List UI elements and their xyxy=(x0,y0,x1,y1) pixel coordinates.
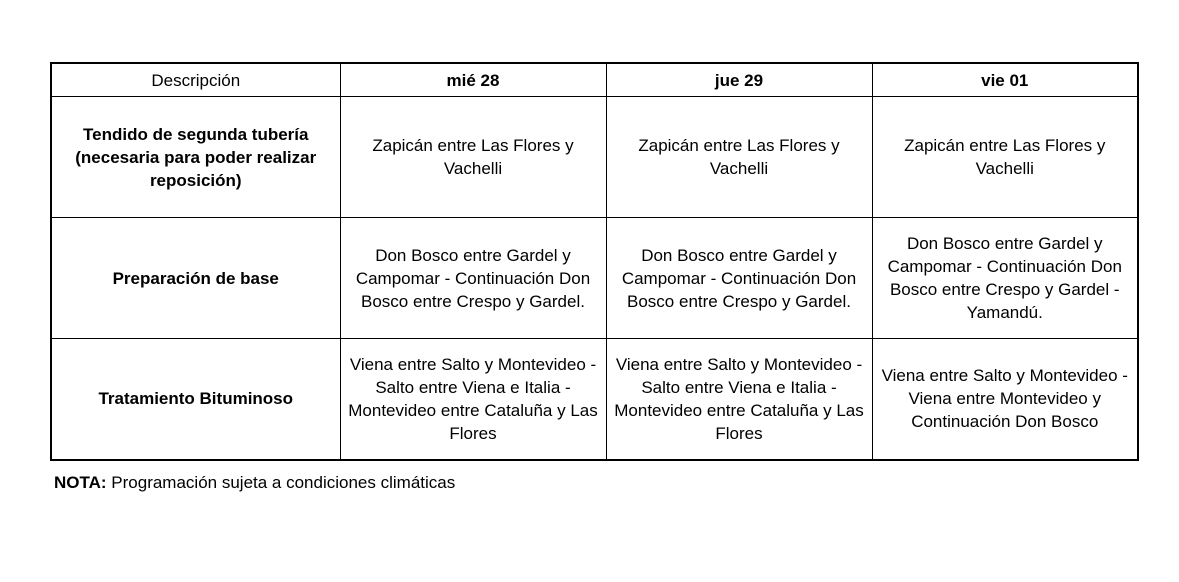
table-cell: Viena entre Salto y Montevideo - Salto entre Viena e Italia - Montevideo entre Cataluña y Las Flores xyxy=(606,339,872,460)
footnote xyxy=(54,472,455,494)
table-row xyxy=(51,339,1138,460)
table-body xyxy=(51,97,1138,460)
table-header xyxy=(51,63,1138,97)
table-cell: Zapicán entre Las Flores y Vachelli xyxy=(606,97,872,218)
footnote-text: Programación sujeta a condiciones climáticas xyxy=(106,473,456,492)
footnote-label: NOTA: xyxy=(54,473,107,492)
table-row xyxy=(51,97,1138,218)
header-description: Descripción xyxy=(51,63,340,97)
table-row xyxy=(51,218,1138,339)
table-cell: Don Bosco entre Gardel y Campomar - Continuación Don Bosco entre Crespo y Gardel - Yamandú. xyxy=(872,218,1138,339)
table-cell: Zapicán entre Las Flores y Vachelli xyxy=(340,97,606,218)
schedule-table xyxy=(50,62,1139,461)
header-day-3: vie 01 xyxy=(872,63,1138,97)
table-cell: Don Bosco entre Gardel y Campomar - Continuación Don Bosco entre Crespo y Gardel. xyxy=(606,218,872,339)
row-activity: Preparación de base xyxy=(51,218,340,339)
header-day-2: jue 29 xyxy=(606,63,872,97)
row-activity: Tendido de segunda tubería (necesaria para poder realizar reposición) xyxy=(51,97,340,218)
header-day-1: mié 28 xyxy=(340,63,606,97)
table-cell: Viena entre Salto y Montevideo - Salto entre Viena e Italia - Montevideo entre Cataluña y Las Flores xyxy=(340,339,606,460)
table-cell: Don Bosco entre Gardel y Campomar - Continuación Don Bosco entre Crespo y Gardel. xyxy=(340,218,606,339)
row-activity: Tratamiento Bituminoso xyxy=(51,339,340,460)
table-cell: Viena entre Salto y Montevideo - Viena entre Montevideo y Continuación Don Bosco xyxy=(872,339,1138,460)
header-row xyxy=(51,63,1138,97)
table-cell: Zapicán entre Las Flores y Vachelli xyxy=(872,97,1138,218)
